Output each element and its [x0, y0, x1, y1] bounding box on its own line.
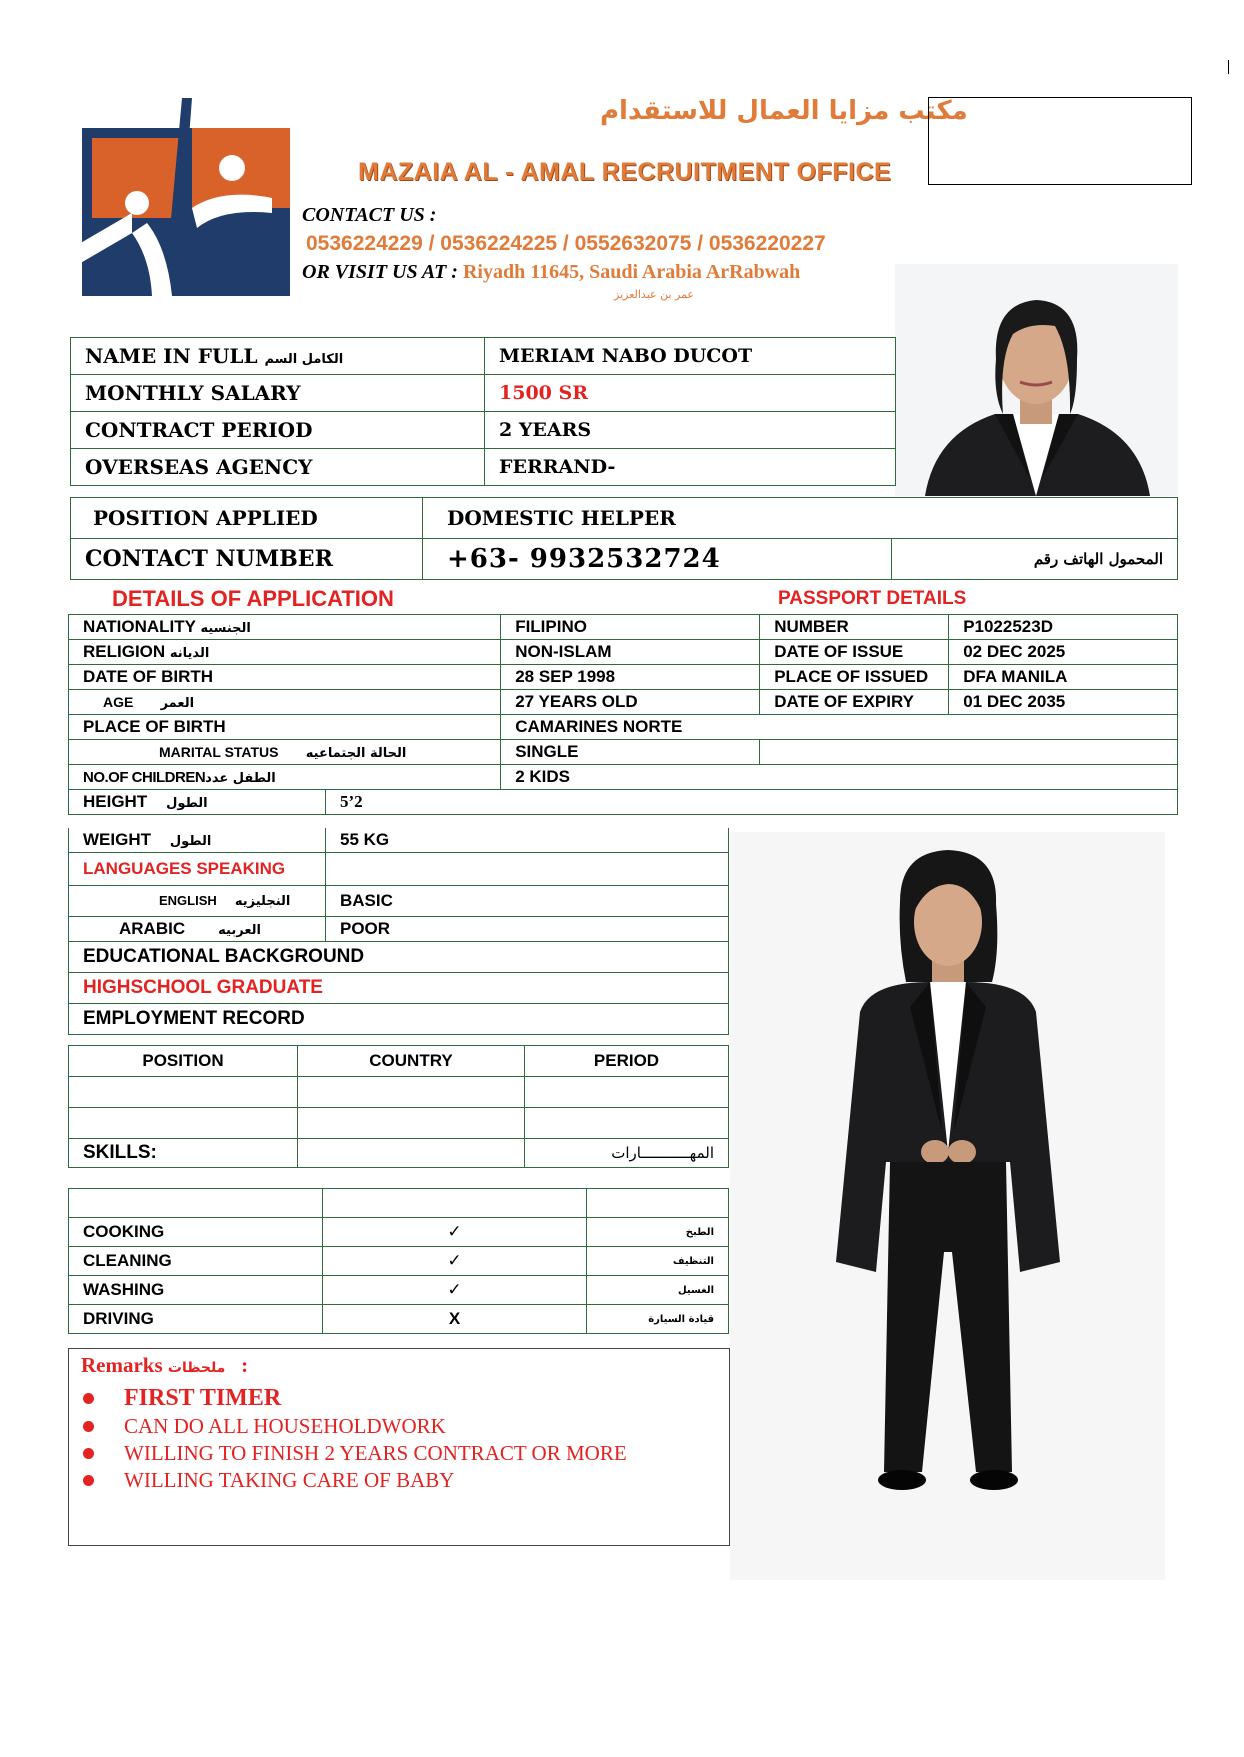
children-value: 2 KIDS [501, 765, 1178, 790]
table-row [69, 1139, 729, 1168]
english-label: ENGLISH [159, 893, 217, 908]
list-item [83, 1413, 627, 1440]
table-row [69, 1046, 729, 1077]
arabic-value: POOR [326, 917, 729, 942]
empty-cell [323, 1189, 587, 1218]
age-label-cell [69, 690, 501, 715]
table-row [69, 917, 729, 942]
height-label: HEIGHT [83, 792, 148, 811]
religion-label: RELIGION [83, 642, 166, 661]
marital-blank [760, 740, 1178, 765]
table-row [69, 942, 729, 973]
pob-value: CAMARINES NORTE [501, 715, 1178, 740]
table-row [69, 640, 1178, 665]
skill-cross: X [323, 1305, 587, 1334]
details-section-title: DETAILS OF APPLICATION [112, 586, 394, 611]
address: Riyadh 11645, Saudi Arabia ArRabwah [462, 261, 801, 283]
list-item [83, 1440, 627, 1467]
skill-name: WASHING [69, 1276, 323, 1305]
children-ar: الطفل عدد [205, 770, 276, 786]
english-value: BASIC [326, 886, 729, 917]
company-logo [72, 98, 302, 296]
table-row [69, 740, 1178, 765]
marital-label-cell [69, 740, 501, 765]
applicant-full-photo [730, 832, 1165, 1580]
empty-cell [69, 1108, 298, 1139]
arabic-label: ARABIC [119, 919, 186, 938]
table-row [69, 690, 1178, 715]
table-row [71, 412, 896, 449]
bullet-icon [83, 1421, 94, 1432]
table-row [69, 790, 1178, 815]
employment-table [68, 1045, 729, 1168]
margin-mark [1228, 60, 1229, 74]
empty-cell [69, 1077, 298, 1108]
place-issued-label: PLACE OF ISSUED [760, 665, 949, 690]
marital-label: MARITAL STATUS [159, 743, 279, 760]
skill-name: DRIVING [69, 1305, 323, 1334]
dob-value: 28 SEP 1998 [501, 665, 760, 690]
address-arabic: عمر بن عبدالعزيز [614, 288, 694, 301]
table-row [69, 615, 1178, 640]
table-row [69, 886, 729, 917]
nationality-label-cell [69, 615, 501, 640]
education-title: EDUCATIONAL BACKGROUND [69, 942, 729, 973]
passport-number-value: P1022523D [949, 615, 1178, 640]
skill-name: COOKING [69, 1218, 323, 1247]
children-label-cell [69, 765, 501, 790]
weight-value: 55 KG [326, 828, 729, 853]
remarks-list [83, 1383, 627, 1494]
salary-label: MONTHLY SALARY [71, 375, 485, 412]
phone-numbers: 0536224229 / 0536224225 / 0552632075 / 0536220227 [306, 232, 826, 255]
table-row [69, 765, 1178, 790]
empty-cell [525, 1077, 729, 1108]
basic-info-table [70, 337, 896, 486]
table-row [69, 973, 729, 1004]
table-row [69, 715, 1178, 740]
office-arabic-title: مكتب مزايا العمال للاستقدام [600, 96, 968, 126]
age-label: AGE [103, 693, 134, 710]
remark-text: WILLING TO FINISH 2 YEARS CONTRACT OR MORE [124, 1441, 627, 1465]
bullet-icon [83, 1448, 94, 1459]
salary-value: 1500 SR [485, 375, 896, 412]
weight-ar: الطول [169, 834, 212, 849]
languages-title: LANGUAGES SPEAKING [69, 853, 326, 886]
skills-label: SKILLS: [69, 1139, 298, 1168]
english-label-cell [69, 886, 326, 917]
position-label: POSITION APPLIED [71, 498, 423, 539]
col-period: PERIOD [525, 1046, 729, 1077]
col-position: POSITION [69, 1046, 298, 1077]
nationality-value: FILIPINO [501, 615, 760, 640]
remarks-label-ar: ملحظات [167, 1360, 226, 1376]
height-label-cell [69, 790, 326, 815]
agency-label: OVERSEAS AGENCY [71, 449, 485, 486]
skill-ar: الغسيل [587, 1276, 729, 1305]
skill-row [69, 1218, 729, 1247]
skill-check: ✓ [323, 1276, 587, 1305]
place-issued-value: DFA MANILA [949, 665, 1178, 690]
arabic-ar: العربيه [218, 923, 262, 938]
remarks-label: Remarks [81, 1353, 163, 1377]
religion-label-cell [69, 640, 501, 665]
agency-value: FERRAND- [485, 449, 896, 486]
weight-label: WEIGHT [83, 830, 151, 849]
issue-date-value: 02 DEC 2025 [949, 640, 1178, 665]
bullet-icon [83, 1475, 94, 1486]
table-row [69, 1108, 729, 1139]
skill-row [69, 1276, 729, 1305]
table-row [69, 828, 729, 853]
skill-check: ✓ [323, 1218, 587, 1247]
children-label: NO.OF CHILDREN [83, 768, 206, 786]
empty-cell [69, 1189, 323, 1218]
arabic-label-cell [69, 917, 326, 942]
skills-label-ar: المهـــــــــــارات [525, 1139, 729, 1168]
skill-name: CLEANING [69, 1247, 323, 1276]
table-row [71, 375, 896, 412]
religion-value: NON-ISLAM [501, 640, 760, 665]
contract-value: 2 YEARS [485, 412, 896, 449]
list-item [83, 1467, 627, 1494]
weight-label-cell [69, 828, 326, 853]
passport-section-title: PASSPORT DETAILS [778, 588, 967, 609]
education-value: HIGHSCHOOL GRADUATE [69, 973, 729, 1004]
skills-table [68, 1188, 729, 1334]
remarks-colon: : [241, 1353, 249, 1377]
age-value: 27 YEARS OLD [501, 690, 760, 715]
weight-language-table [68, 828, 729, 1035]
languages-blank [326, 853, 729, 886]
height-value: 5’2 [326, 790, 1178, 815]
reference-box [928, 97, 1192, 185]
passport-number-label: NUMBER [760, 615, 949, 640]
name-label-cell [71, 338, 485, 375]
age-ar: العمر [160, 695, 195, 711]
list-item [83, 1383, 627, 1413]
religion-ar: الديانه [169, 646, 210, 661]
english-ar: النجليزيه [234, 894, 291, 909]
issue-date-label: DATE OF ISSUE [760, 640, 949, 665]
expiry-date-label: DATE OF EXPIRY [760, 690, 949, 715]
name-value: MERIAM NABO DUCOT [485, 338, 896, 375]
height-ar: الطول [166, 796, 208, 811]
contact-label: CONTACT NUMBER [71, 539, 423, 580]
pob-label: PLACE OF BIRTH [69, 715, 501, 740]
office-name: MAZAIA AL - AMAL RECRUITMENT OFFICE [358, 158, 892, 186]
table-row [69, 853, 729, 886]
table-row [69, 1077, 729, 1108]
contact-us-label: CONTACT US : [302, 204, 437, 226]
employment-title: EMPLOYMENT RECORD [69, 1004, 729, 1035]
table-row [69, 665, 1178, 690]
nationality-label: NATIONALITY [83, 617, 196, 636]
table-row [69, 1004, 729, 1035]
remarks-box [68, 1348, 730, 1546]
name-label-ar: الكامل السم [264, 352, 344, 367]
position-value: DOMESTIC HELPER [423, 498, 1178, 539]
skill-ar: قيادة السيارة [587, 1305, 729, 1334]
table-row [71, 539, 1178, 580]
table-row [71, 449, 896, 486]
name-label: NAME IN FULL [85, 344, 258, 368]
table-row [71, 338, 896, 375]
contract-label: CONTRACT PERIOD [71, 412, 485, 449]
remark-text: CAN DO ALL HOUSEHOLDWORK [124, 1414, 446, 1438]
visit-label: OR VISIT US AT : [302, 261, 458, 283]
position-contact-table [70, 497, 1178, 580]
col-country: COUNTRY [298, 1046, 525, 1077]
remark-text: WILLING TAKING CARE OF BABY [124, 1468, 455, 1492]
nationality-ar: الجنسيه [200, 621, 251, 636]
skill-row [69, 1305, 729, 1334]
marital-value: SINGLE [501, 740, 760, 765]
empty-cell [298, 1077, 525, 1108]
skill-ar: التنظيف [587, 1247, 729, 1276]
bullet-icon [83, 1393, 94, 1404]
empty-cell [298, 1139, 525, 1168]
empty-cell [587, 1189, 729, 1218]
skill-check: ✓ [323, 1247, 587, 1276]
empty-cell [525, 1108, 729, 1139]
contact-label-ar: المحمول الهاتف رقم [892, 539, 1178, 580]
skill-ar: الطبخ [587, 1218, 729, 1247]
table-row [69, 1189, 729, 1218]
applicant-headshot [895, 264, 1178, 496]
expiry-date-value: 01 DEC 2035 [949, 690, 1178, 715]
visit-line [302, 261, 800, 284]
table-row [71, 498, 1178, 539]
remark-text: FIRST TIMER [124, 1384, 282, 1411]
skill-row [69, 1247, 729, 1276]
dob-label: DATE OF BIRTH [69, 665, 501, 690]
details-table [68, 614, 1178, 815]
contact-value: +63- 9932532724 [423, 539, 892, 580]
empty-cell [298, 1108, 525, 1139]
marital-ar: الحالة الجتماعيه [305, 745, 407, 761]
remarks-heading [81, 1353, 248, 1378]
